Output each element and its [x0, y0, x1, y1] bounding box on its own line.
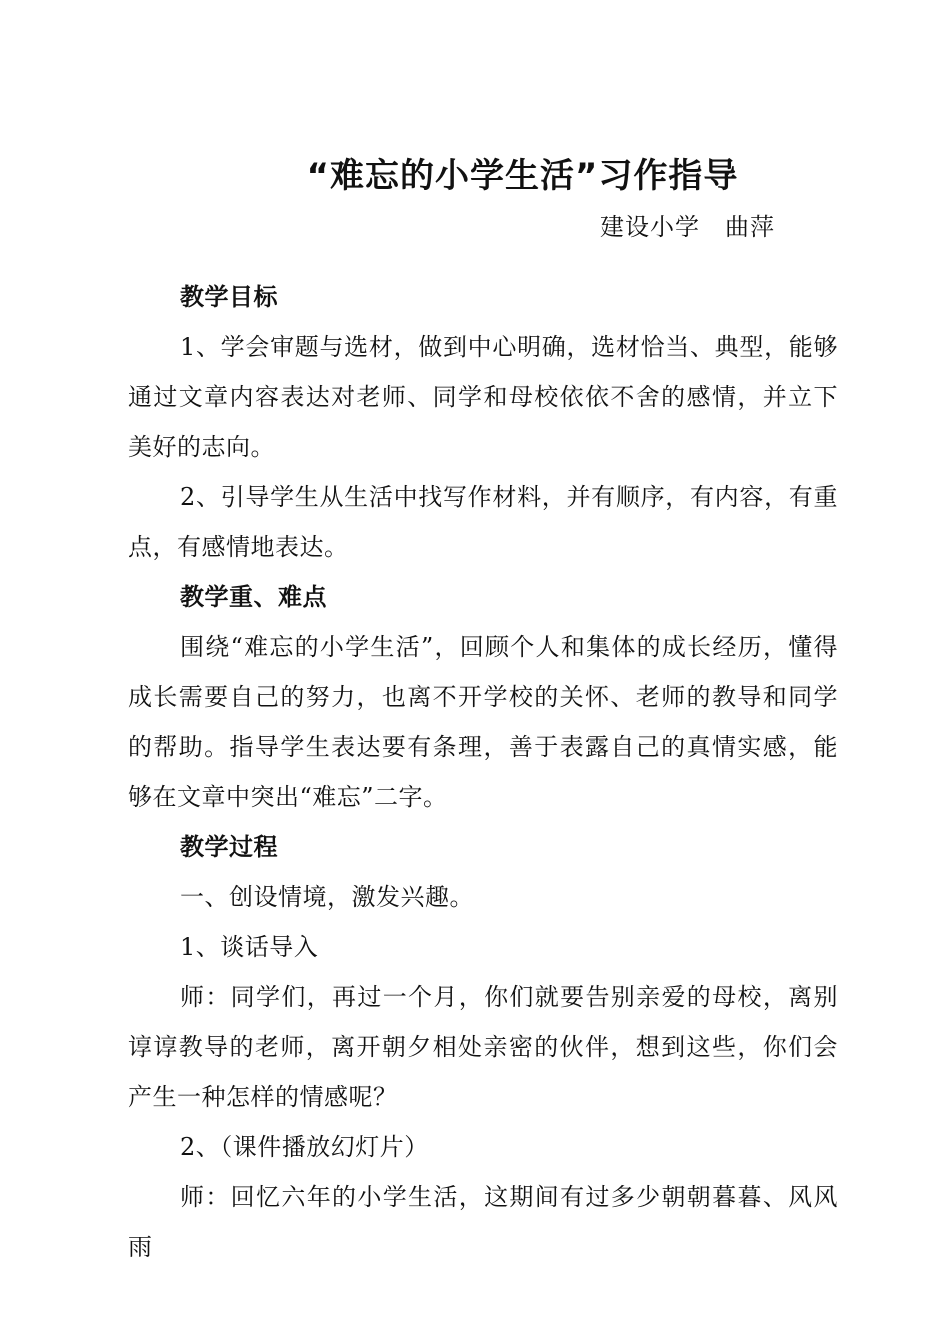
- body-paragraph: 围绕“难忘的小学生活”，回顾个人和集体的成长经历，懂得成长需要自己的努力，也离不开学校的关怀、老师的教导和同学的帮助。指导学生表达要有条理，善于表露自己的真情实感，能够在文章中突出“难忘”二字。: [128, 633, 838, 811]
- section-heading: 教学过程: [180, 833, 278, 861]
- document-title: “难忘的小学生活”习作指导: [306, 156, 739, 196]
- document-body: [128, 272, 838, 1272]
- body-paragraph: 2、（课件播放幻灯片）: [180, 1133, 429, 1161]
- body-paragraph: 1、谈话导入: [180, 933, 319, 961]
- section-heading: 教学重、难点: [180, 583, 327, 611]
- document-author: 建设小学 曲萍: [600, 213, 775, 241]
- body-paragraph: 2、引导学生从生活中找写作材料，并有顺序，有内容，有重点，有感情地表达。: [128, 483, 838, 561]
- body-paragraph: 师：同学们，再过一个月，你们就要告别亲爱的母校，离别谆谆教导的老师，离开朝夕相处亲密的伙伴，想到这些，你们会产生一种怎样的情感呢？: [128, 983, 838, 1111]
- body-paragraph: 一、创设情境，激发兴趣。: [180, 883, 474, 911]
- body-paragraph: 1、学会审题与选材，做到中心明确，选材恰当、典型，能够通过文章内容表达对老师、同学和母校依依不舍的感情，并立下美好的志向。: [128, 333, 838, 461]
- section-heading: 教学目标: [180, 283, 278, 311]
- body-paragraph: 师：回忆六年的小学生活，这期间有过多少朝朝暮暮、风风雨: [128, 1183, 838, 1261]
